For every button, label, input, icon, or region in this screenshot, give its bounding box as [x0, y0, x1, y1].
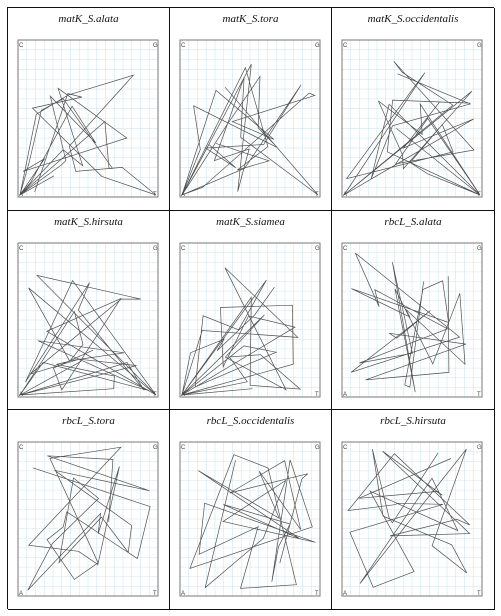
corner-label-bottom-left: A: [343, 192, 348, 198]
corner-label-bottom-left: A: [343, 591, 348, 597]
corner-label-top-right: G: [477, 43, 482, 49]
cgr-plot-matk-s-occidentalis: [340, 38, 485, 201]
cgr-plot-matk-s-siamea: [178, 241, 323, 401]
panel-title: matK_S.tora: [222, 13, 279, 25]
corner-label-top-right: G: [153, 445, 158, 451]
corner-label-top-right: G: [315, 445, 320, 451]
corner-label-bottom-right: T: [153, 392, 157, 398]
walk-path: [348, 449, 470, 587]
panel-matk-s-hirsuta: [8, 211, 170, 410]
panel-matk-s-alata: [8, 8, 170, 211]
panel-title: matK_S.occidentalis: [367, 13, 459, 25]
corner-label-top-left: C: [181, 43, 186, 49]
figure-table: [7, 7, 494, 609]
cgr-plot-matk-s-hirsuta: [16, 241, 161, 401]
corner-label-bottom-left: A: [181, 392, 186, 398]
corner-label-top-left: C: [343, 246, 348, 252]
panel-matk-s-siamea: [170, 211, 332, 410]
corner-label-bottom-right: T: [153, 591, 157, 597]
panel-title: rbcL_S.tora: [62, 415, 115, 427]
corner-label-bottom-left: A: [181, 591, 186, 597]
walk-path: [190, 455, 316, 589]
corner-label-top-right: G: [153, 246, 158, 252]
panel-title: rbcL_S.occidentalis: [206, 415, 295, 427]
corner-label-bottom-left: A: [19, 591, 24, 597]
panel-matk-s-tora: [170, 8, 332, 211]
corner-label-top-left: C: [343, 43, 348, 49]
panel-rbcl-s-hirsuta: [332, 410, 495, 610]
corner-label-top-right: G: [315, 43, 320, 49]
corner-label-top-left: C: [181, 246, 186, 252]
corner-label-bottom-right: T: [477, 192, 481, 198]
corner-label-bottom-right: T: [477, 392, 481, 398]
corner-label-top-right: G: [477, 246, 482, 252]
panel-rbcl-s-tora: [8, 410, 170, 610]
corner-label-bottom-left: A: [19, 192, 24, 198]
cgr-plot-matk-s-tora: [178, 38, 323, 201]
panel-title: rbcL_S.hirsuta: [380, 415, 446, 427]
cgr-plot-rbcl-s-hirsuta: [340, 440, 485, 600]
cgr-plot-rbcl-s-alata: [340, 241, 485, 401]
panel-title: matK_S.siamea: [216, 216, 285, 228]
corner-label-bottom-left: A: [181, 192, 186, 198]
corner-label-bottom-right: T: [315, 591, 319, 597]
corner-label-bottom-right: T: [315, 392, 319, 398]
corner-label-top-right: G: [315, 246, 320, 252]
panel-title: rbcL_S.alata: [384, 216, 442, 228]
panel-title: matK_S.hirsuta: [54, 216, 123, 228]
panel-rbcl-s-alata: [332, 211, 495, 410]
corner-label-top-left: C: [19, 43, 24, 49]
corner-label-bottom-right: T: [477, 591, 481, 597]
corner-label-bottom-left: A: [19, 392, 24, 398]
panel-title: matK_S.alata: [58, 13, 119, 25]
corner-label-top-left: C: [343, 445, 348, 451]
cgr-plot-rbcl-s-tora: [16, 440, 161, 600]
corner-label-top-left: C: [19, 445, 24, 451]
cgr-plot-matk-s-alata: [16, 38, 161, 201]
corner-label-top-right: G: [477, 445, 482, 451]
corner-label-top-right: G: [153, 43, 158, 49]
corner-label-top-left: C: [19, 246, 24, 252]
panel-rbcl-s-occidentalis: [170, 410, 332, 610]
corner-label-bottom-right: T: [153, 192, 157, 198]
panel-matk-s-occidentalis: [332, 8, 495, 211]
cgr-plot-rbcl-s-occidentalis: [178, 440, 323, 600]
corner-label-top-left: C: [181, 445, 186, 451]
corner-label-bottom-left: A: [343, 392, 348, 398]
corner-label-bottom-right: T: [315, 192, 319, 198]
